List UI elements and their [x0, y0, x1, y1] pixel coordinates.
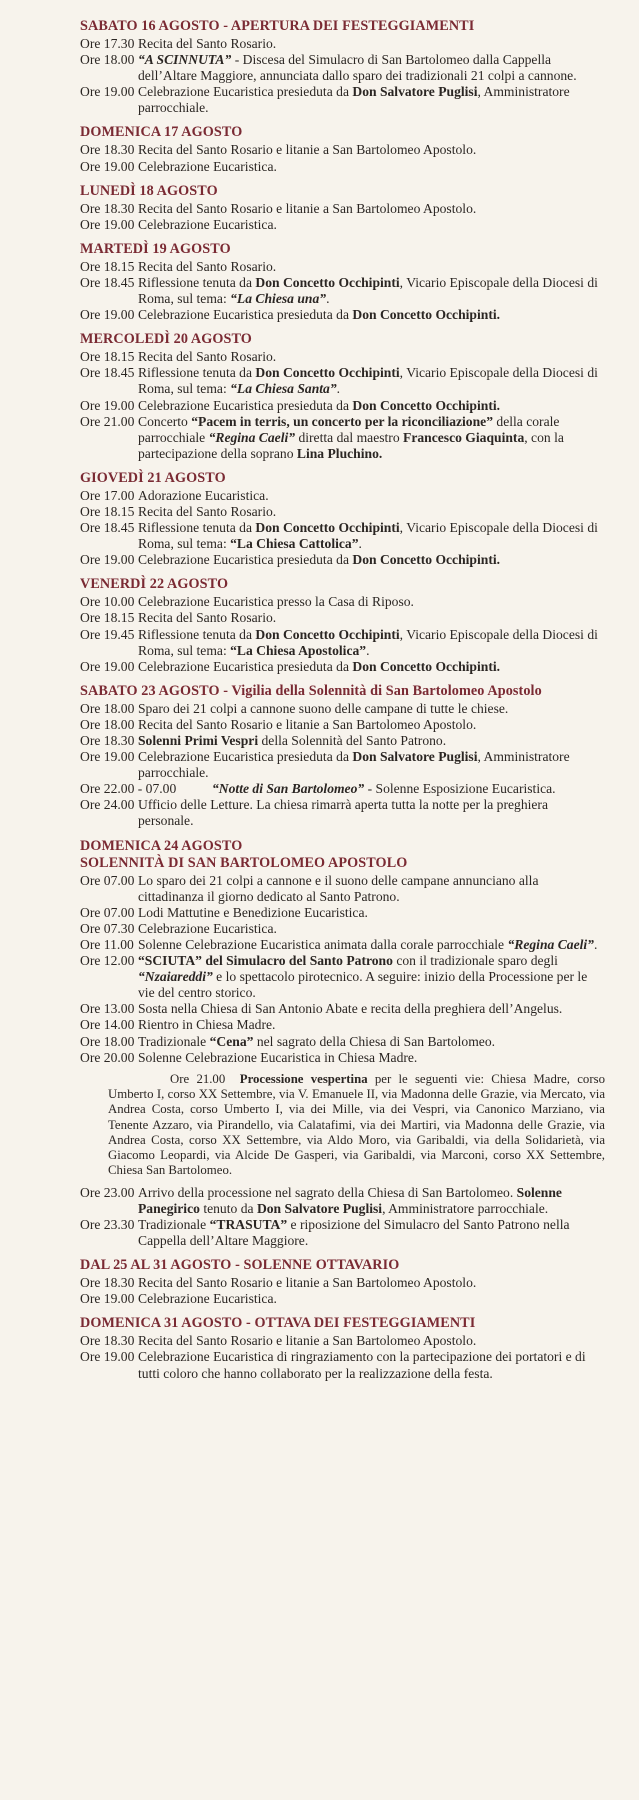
- plain-text: Celebrazione Eucaristica presieduta da: [138, 307, 353, 323]
- event-description: [138, 1050, 605, 1066]
- schedule-row: [80, 365, 605, 397]
- event-time: Ore 19.00: [80, 658, 135, 674]
- event-time: Ore 19.00: [80, 552, 135, 568]
- highlight-text: “La Chiesa Apostolica”: [230, 642, 367, 658]
- highlight-text: “Pacem in terris, un concerto per la riconciliazione”: [191, 413, 493, 429]
- plain-text: Arrivo della processione nel sagrato della Chiesa di San Bartolomeo.: [138, 1184, 517, 1200]
- day-title: DOMENICA 31 AGOSTO - OTTAVA DEI FESTEGGIAMENTI: [80, 1315, 476, 1332]
- event-time: Ore 18.30: [80, 733, 135, 748]
- schedule-row: [80, 1349, 605, 1381]
- schedule-row: [80, 1217, 605, 1249]
- event-time: Ore 18.15: [80, 349, 135, 365]
- highlight-text: “TRASUTA”: [209, 1216, 288, 1232]
- event-time: Ore 18.15: [80, 258, 135, 274]
- plain-text: Celebrazione Eucaristica.: [138, 1291, 277, 1307]
- plain-text: , Vicario Episcopale della Diocesi di Roma, sul tema:: [138, 626, 598, 658]
- schedule-row: [80, 142, 605, 158]
- plain-text: Riflessione tenuta da: [138, 274, 256, 290]
- schedule-row: [80, 217, 605, 233]
- event-time: Ore 17.30: [80, 36, 135, 51]
- plain-text: Recita del Santo Rosario.: [138, 610, 277, 626]
- event-time: Ore 23.00: [80, 1184, 135, 1200]
- day-title: VENERDÌ 22 AGOSTO: [80, 576, 229, 593]
- plain-text: Riflessione tenuta da: [138, 626, 256, 642]
- event-description: [138, 201, 605, 217]
- highlight-text: “A SCINNUTA”: [138, 52, 232, 68]
- plain-text: Sparo dei 21 colpi a cannone suono delle campane di tutte le chiese.: [138, 700, 509, 716]
- day-title: DOMENICA 17 AGOSTO: [80, 124, 243, 141]
- schedule-row: [80, 398, 605, 414]
- event-time: Ore 07.00: [80, 904, 135, 920]
- plain-text: Celebrazione Eucaristica di ringraziamento con la partecipazione dei portatori e di tutti coloro che hanno collaborato per la realizzazione della festa.: [138, 1349, 586, 1381]
- day-heading: [80, 18, 605, 35]
- plain-text: Celebrazione Eucaristica presieduta da: [138, 552, 353, 568]
- highlight-text: Don Concetto Occhipinti: [255, 520, 400, 536]
- event-time: Ore 23.30: [80, 1216, 135, 1232]
- event-description: [138, 937, 605, 953]
- plain-text: Recita del Santo Rosario.: [138, 258, 277, 274]
- event-description: [138, 873, 605, 905]
- procession-title: Processione vespertina: [239, 1071, 368, 1086]
- procession-block: [108, 1072, 605, 1179]
- plain-text: diretta dal maestro: [295, 429, 404, 445]
- plain-text: Recita del Santo Rosario e litanie a San Bartolomeo Apostolo.: [138, 200, 477, 216]
- highlight-text: “Cena”: [209, 1033, 254, 1049]
- event-description: [138, 52, 605, 84]
- event-time: Ore 12.00: [80, 953, 135, 969]
- event-time: Ore 19.00: [80, 1349, 135, 1365]
- plain-text: Lo sparo dei 21 colpi a cannone e il suono delle campane annunciano alla cittadinanza il giorno dedicato al Santo Patrono.: [138, 872, 539, 904]
- event-description: [138, 1001, 605, 1017]
- day-title: MERCOLEDÌ 20 AGOSTO: [80, 331, 252, 348]
- event-time: Ore 18.45: [80, 274, 135, 290]
- event-time: Ore 18.00: [80, 1033, 135, 1049]
- plain-text: Ufficio delle Letture. La chiesa rimarrà aperta tutta la notte per la preghiera personale.: [138, 797, 548, 829]
- schedule-row: [80, 921, 605, 937]
- event-time: Ore 07.30: [80, 920, 135, 936]
- highlight-text: “Nzaiareddi”: [138, 969, 213, 985]
- schedule-row: [80, 552, 605, 568]
- schedule-row: [80, 36, 605, 52]
- event-description: [138, 610, 605, 626]
- event-description: [138, 307, 605, 323]
- schedule-row: [80, 307, 605, 323]
- plain-text: - Discesa del Simulacro di San Bartolomeo dalla Cappella dell’Altare Maggiore, annunciata dallo sparo dei tradizionali 21 colpi a cannone.: [138, 52, 577, 84]
- schedule-row: [80, 594, 605, 610]
- highlight-text: Don Concetto Occhipinti: [255, 274, 400, 290]
- day-heading: [80, 1257, 605, 1274]
- event-time: Ore 07.00: [80, 872, 135, 888]
- schedule-row: [80, 733, 605, 749]
- schedule-row: [80, 414, 605, 462]
- event-description: [138, 594, 605, 610]
- event-description: [138, 414, 605, 462]
- schedule-row: [80, 953, 605, 1001]
- plain-text: Recita del Santo Rosario.: [138, 349, 277, 365]
- schedule-row: [80, 781, 605, 797]
- highlight-text: Francesco Giaquinta: [403, 429, 525, 445]
- highlight-text: Solenne Panegirico: [138, 1184, 562, 1216]
- procession-time: Ore 21.00: [170, 1071, 226, 1086]
- event-description: [138, 488, 605, 504]
- schedule-row: [80, 1034, 605, 1050]
- schedule-row: [80, 349, 605, 365]
- event-time: Ore 18.45: [80, 365, 135, 381]
- highlight-text: “La Chiesa una”: [230, 291, 327, 307]
- event-description: [138, 733, 605, 749]
- plain-text: tenuto da: [199, 1200, 257, 1216]
- schedule-row: [80, 259, 605, 275]
- plain-text: , Vicario Episcopale della Diocesi di Roma, sul tema:: [138, 520, 598, 552]
- schedule-row: [80, 701, 605, 717]
- plain-text: Sosta nella Chiesa di San Antonio Abate e recita della preghiera dell’Angelus.: [138, 1001, 563, 1017]
- plain-text: della Solennità del Santo Patrono.: [258, 733, 447, 748]
- plain-text: Celebrazione Eucaristica presieduta da: [138, 397, 353, 413]
- event-time: Ore 13.00: [80, 1001, 135, 1017]
- schedule-row: [80, 1333, 605, 1349]
- plain-text: .: [358, 536, 362, 552]
- day-section: [80, 683, 605, 830]
- plain-text: , Amministratore parrocchiale.: [138, 84, 570, 116]
- schedule-row: [80, 749, 605, 781]
- schedule-row: [80, 627, 605, 659]
- day-heading: [80, 1315, 605, 1332]
- plain-text: con il tradizionale sparo degli: [392, 953, 558, 969]
- highlight-text: Don Concetto Occhipinti.: [352, 397, 501, 413]
- highlight-text: “La Chiesa Santa”: [230, 381, 337, 397]
- plain-text: Tradizionale: [138, 1033, 210, 1049]
- event-time: Ore 10.00: [80, 594, 135, 610]
- schedule-row: [80, 1050, 605, 1066]
- event-description: [138, 1291, 605, 1307]
- highlight-text: Don Salvatore Puglisi: [352, 749, 478, 765]
- schedule-row: [80, 504, 605, 520]
- plain-text: Adorazione Eucaristica.: [138, 487, 269, 503]
- day-section: [80, 838, 605, 1250]
- plain-text: Rientro in Chiesa Madre.: [138, 1017, 276, 1033]
- highlight-text: del Simulacro del Santo Patrono: [201, 953, 393, 969]
- plain-text: Riflessione tenuta da: [138, 520, 256, 536]
- event-description: [138, 1185, 605, 1217]
- event-description: [138, 142, 605, 158]
- event-time: Ore 19.00: [80, 1291, 135, 1307]
- event-time: Ore 19.00: [80, 397, 135, 413]
- event-time: Ore 21.00: [80, 413, 135, 429]
- plain-text: Recita del Santo Rosario.: [138, 36, 277, 51]
- event-description: [138, 797, 605, 829]
- day-heading: [80, 470, 605, 487]
- event-description: [138, 1034, 605, 1050]
- plain-text: Celebrazione Eucaristica.: [138, 920, 277, 936]
- event-time: Ore 19.00: [80, 216, 135, 232]
- plain-text: Celebrazione Eucaristica.: [138, 216, 277, 232]
- highlight-text: Don Concetto Occhipinti.: [352, 552, 501, 568]
- day-heading: [80, 576, 605, 593]
- plain-text: Recita del Santo Rosario e litanie a San Bartolomeo Apostolo.: [138, 142, 477, 158]
- plain-text: , Amministratore parrocchiale.: [138, 749, 570, 781]
- plain-text: Celebrazione Eucaristica presieduta da: [138, 749, 353, 765]
- event-time: Ore 18.30: [80, 1333, 135, 1349]
- schedule-row: [80, 717, 605, 733]
- highlight-text: Don Salvatore Puglisi: [352, 84, 478, 100]
- event-time: Ore 18.30: [80, 200, 135, 216]
- highlight-text: Lina Pluchino.: [296, 445, 383, 461]
- highlight-text: Don Concetto Occhipinti.: [352, 307, 501, 323]
- event-time: Ore 19.00: [80, 749, 135, 765]
- schedule-row: [80, 659, 605, 675]
- schedule-row: [80, 1017, 605, 1033]
- plain-text: Recita del Santo Rosario e litanie a San Bartolomeo Apostolo.: [138, 1275, 477, 1291]
- plain-text: Lodi Mattutine e Benedizione Eucaristica.: [138, 904, 368, 920]
- highlight-text: Solenni Primi Vespri: [138, 733, 259, 748]
- plain-text: e riposizione del Simulacro del Santo Patrono nella Cappella dell’Altare Maggiore.: [138, 1216, 570, 1249]
- day-subtitle: SOLENNITÀ DI SAN BARTOLOMEO APOSTOLO: [80, 854, 408, 871]
- event-description: [212, 781, 605, 797]
- event-time: Ore 18.00: [80, 700, 135, 716]
- event-time: Ore 18.30: [80, 142, 135, 158]
- plain-text: , Vicario Episcopale della Diocesi di Roma, sul tema:: [138, 365, 598, 397]
- plain-text: Celebrazione Eucaristica presso la Casa di Riposo.: [138, 594, 414, 610]
- schedule-row: [80, 201, 605, 217]
- day-heading: [80, 124, 605, 141]
- plain-text: .: [593, 936, 598, 952]
- schedule-row: [80, 159, 605, 175]
- procession-route: per le seguenti vie: Chiesa Madre, corso Umberto I, corso XX Settembre, via V. Emanuele II, via Madonna delle Grazie, via Mercato, via Andrea Costa, corso Umberto I, via dei Mille, via dei Vespri, via Canonico Marziano, via Tenente Azzaro, via Pirandello, via Calatafimi, via dei Martiri, via Madonna delle Grazie, via Andrea Costa, corso XX Settembre, via Aldo Moro, via Garibaldi, via della Solidarietà, via Giacomo Leopardi, via Alcide De Gasperi, via Garibaldi, via Marconi, corso XX Settembre, Chiesa San Bartolomeo.: [108, 1071, 605, 1178]
- schedule-row: [80, 520, 605, 552]
- plain-text: .: [336, 381, 341, 397]
- event-description: [138, 275, 605, 307]
- event-description: [138, 259, 605, 275]
- schedule-row: [80, 275, 605, 307]
- day-title: SABATO 23 AGOSTO - Vigilia della Solennità di San Bartolomeo Apostolo: [80, 682, 542, 699]
- plain-text: Celebrazione Eucaristica presieduta da: [138, 84, 353, 100]
- day-section: [80, 124, 605, 174]
- event-description: [138, 659, 605, 675]
- event-description: [138, 1333, 605, 1349]
- plain-text: Riflessione tenuta da: [138, 365, 256, 381]
- event-description: [138, 905, 605, 921]
- event-time: Ore 19.45: [80, 626, 135, 642]
- event-description: [138, 398, 605, 414]
- event-description: [138, 1349, 605, 1381]
- highlight-text: Don Concetto Occhipinti: [255, 626, 400, 642]
- schedule-row: [80, 1185, 605, 1217]
- highlight-text: “Notte di San Bartolomeo”: [212, 781, 365, 797]
- highlight-text: “La Chiesa Cattolica”: [230, 536, 359, 552]
- plain-text: Celebrazione Eucaristica.: [138, 158, 277, 174]
- day-section: [80, 470, 605, 568]
- schedule-row: [80, 1275, 605, 1291]
- schedule-row: [80, 52, 605, 84]
- schedule-row: [80, 1001, 605, 1017]
- event-description: [138, 552, 605, 568]
- plain-text: Concerto: [138, 413, 192, 429]
- event-time: Ore 24.00: [80, 797, 135, 813]
- highlight-text: Don Concetto Occhipinti: [255, 365, 400, 381]
- plain-text: .: [326, 291, 330, 307]
- event-description: [138, 36, 605, 52]
- event-description: [138, 749, 605, 781]
- day-section: [80, 183, 605, 233]
- event-description: [138, 349, 605, 365]
- schedule-row: [80, 797, 605, 829]
- event-time: Ore 19.00: [80, 84, 135, 100]
- event-time: Ore 20.00: [80, 1049, 135, 1065]
- highlight-text: “Regina Caeli”: [507, 936, 594, 952]
- plain-text: della corale parrocchiale: [138, 413, 560, 445]
- schedule-row: [80, 488, 605, 504]
- schedule-row: [80, 873, 605, 905]
- event-description: [138, 504, 605, 520]
- event-time: Ore 14.00: [80, 1017, 135, 1033]
- day-title: DOMENICA 24 AGOSTO: [80, 837, 243, 854]
- day-section: [80, 18, 605, 116]
- event-time: Ore 18.45: [80, 520, 135, 536]
- plain-text: Recita del Santo Rosario e litanie a San Bartolomeo Apostolo.: [138, 716, 477, 732]
- schedule-row: [80, 610, 605, 626]
- event-description: [138, 365, 605, 397]
- event-time: Ore 18.00: [80, 52, 135, 68]
- highlight-text: “SCIUTA”: [138, 953, 202, 969]
- plain-text: Recita del Santo Rosario e litanie a San Bartolomeo Apostolo.: [138, 1333, 477, 1349]
- event-description: [138, 1017, 605, 1033]
- day-heading: [80, 331, 605, 348]
- plain-text: Tradizionale: [138, 1216, 210, 1232]
- event-time: Ore 18.30: [80, 1275, 135, 1291]
- day-section: [80, 576, 605, 674]
- event-time: Ore 11.00: [80, 936, 134, 952]
- day-heading: [80, 241, 605, 258]
- plain-text: , con la partecipazione della soprano: [138, 429, 564, 461]
- event-time: Ore 18.15: [80, 610, 135, 626]
- plain-text: e lo spettacolo pirotecnico. A seguire: inizio della Processione per le vie del centro storico.: [138, 969, 588, 1001]
- schedule-row: [80, 905, 605, 921]
- highlight-text: Don Salvatore Puglisi: [256, 1200, 383, 1216]
- event-description: [138, 701, 605, 717]
- plain-text: .: [366, 642, 370, 658]
- day-title: MARTEDÌ 19 AGOSTO: [80, 240, 231, 257]
- plain-text: Recita del Santo Rosario.: [138, 503, 277, 519]
- plain-text: nel sagrato della Chiesa di San Bartolomeo.: [253, 1033, 496, 1049]
- highlight-text: “Regina Caeli”: [208, 429, 296, 445]
- day-title: GIOVEDÌ 21 AGOSTO: [80, 469, 226, 486]
- event-time: Ore 19.00: [80, 307, 135, 323]
- event-time: Ore 19.00: [80, 158, 135, 174]
- day-title: DAL 25 AL 31 AGOSTO - SOLENNE OTTAVARIO: [80, 1257, 400, 1274]
- schedule-row: [80, 1291, 605, 1307]
- event-time: Ore 18.00: [80, 716, 135, 732]
- day-heading: [80, 838, 605, 872]
- plain-text: Solenne Celebrazione Eucaristica in Chiesa Madre.: [138, 1049, 418, 1065]
- day-title: SABATO 16 AGOSTO - APERTURA DEI FESTEGGIAMENTI: [80, 18, 475, 34]
- event-description: [138, 84, 605, 116]
- highlight-text: Don Concetto Occhipinti.: [352, 658, 501, 674]
- event-description: [138, 1275, 605, 1291]
- day-heading: [80, 683, 605, 700]
- plain-text: Solenne Celebrazione Eucaristica animata dalla corale parrocchiale: [138, 936, 508, 952]
- day-title: LUNEDÌ 18 AGOSTO: [80, 182, 218, 199]
- plain-text: , Amministratore parrocchiale.: [382, 1200, 549, 1216]
- event-description: [138, 159, 605, 175]
- day-section: [80, 1315, 605, 1381]
- event-time: Ore 18.15: [80, 503, 135, 519]
- event-description: [138, 953, 605, 1001]
- event-time: Ore 17.00: [80, 487, 135, 503]
- day-section: [80, 1257, 605, 1307]
- event-description: [138, 921, 605, 937]
- plain-text: , Vicario Episcopale della Diocesi di Roma, sul tema:: [138, 274, 598, 307]
- schedule-row: [80, 937, 605, 953]
- event-description: [138, 627, 605, 659]
- event-description: [138, 1217, 605, 1249]
- schedule-row: [80, 84, 605, 116]
- plain-text: Celebrazione Eucaristica presieduta da: [138, 658, 353, 674]
- day-section: [80, 331, 605, 462]
- day-section: [80, 241, 605, 323]
- event-description: [138, 717, 605, 733]
- plain-text: - Solenne Esposizione Eucaristica.: [364, 781, 556, 797]
- event-time: Ore 22.00 - 07.00: [80, 781, 177, 797]
- event-description: [138, 520, 605, 552]
- event-description: [138, 217, 605, 233]
- day-heading: [80, 183, 605, 200]
